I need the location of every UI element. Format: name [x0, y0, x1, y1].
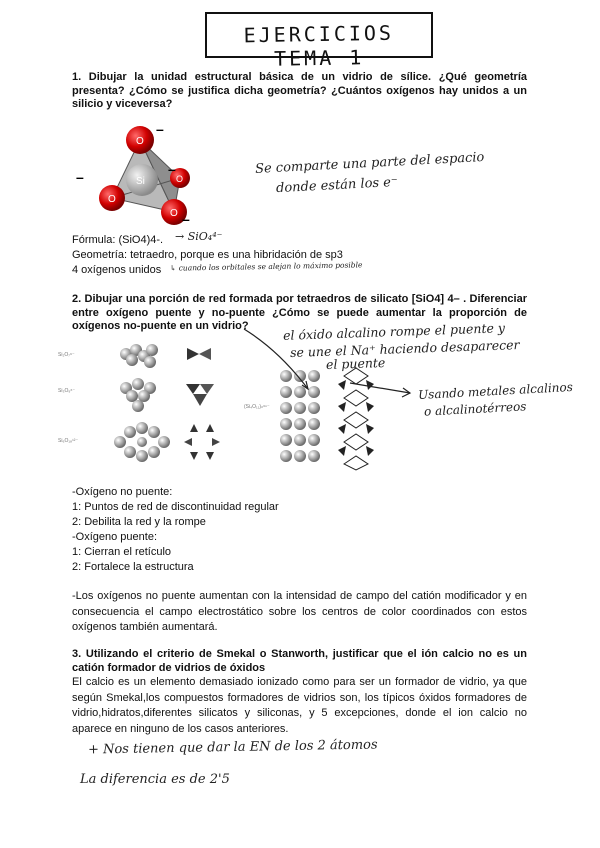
question-1: 1. Dibujar la unidad estructural básica de un vidrio de sílice. ¿Qué geometría presenta? ¿Cómo se justifica dicha geometría? ¿Cuántos oxígenos hay unidos a un silicio y viceversa?	[72, 71, 527, 110]
answer-3: El calcio es un elemento demasiado ionizado como para ser un formador de vidrio, ya que según Smekal,los compuestos formadores de vidrios son, los típicos óxidos formadores de vidrio,hidratos,diferentes silicatos y siliconas, y 5 excepciones, donde el ion calcio no aparece en ninguno de los casos anteriores.	[72, 676, 527, 735]
handwritten-note-q3-line1: + Nos tienen que dar la EN de los 2 átomos	[87, 737, 378, 758]
dimer-ball-model	[120, 344, 158, 368]
oxygen-label-top: O	[136, 136, 144, 147]
oxygens-handwritten: ↳ cuando los orbitales se alejan lo máximo posible	[169, 260, 363, 273]
oxygens-text: 4 oxígenos unidos	[72, 264, 162, 276]
tetrahedron-figure	[70, 118, 195, 230]
non-bridge-paragraph: -Los oxígenos no puente aumentan con la intensidad de campo del catión modificador y en consecuencia el campo electrostático sobre los centros de color coordinados con estos oxígenos también aumentará.	[72, 590, 527, 633]
ring3-ball-model	[120, 378, 156, 412]
formula-text: Fórmula: (SiO4)4-.	[72, 234, 164, 246]
list-item: -Oxígeno no puente:	[72, 486, 173, 498]
title-box	[205, 12, 433, 71]
list-item: 2: Debilita la red y la rompe	[72, 516, 206, 528]
charge-left: –	[76, 169, 84, 185]
handwritten-note-q1-line1: Se comparte una parte del espacio	[254, 150, 485, 177]
list-item: 1: Cierran el retículo	[72, 546, 172, 558]
question-2: 2. Dibujar una porción de red formada por tetraedros de silicato [SiO4] 4– . Diferenciar entre oxígeno puente y no-puente ¿Cómo se puede aumentar la proporción de oxígenos no-puente en un vidrio?	[72, 293, 527, 332]
oxygen-label-bottom: O	[170, 208, 178, 219]
charge-bottom: –	[182, 211, 190, 227]
fig-label-ring6: Si₆O₁₈¹²⁻	[58, 438, 79, 444]
fig-label-ring3: Si₃O₉⁶⁻	[58, 388, 76, 394]
arrow-to-metals	[350, 383, 410, 393]
oxygen-label-right: O	[176, 174, 184, 184]
ring6-tetra-model	[184, 424, 220, 460]
dimer-tetra-model	[187, 348, 211, 360]
handwritten-note-q2-line4: Usando metales alcalinos	[417, 379, 574, 403]
handwritten-note-q2-line1: el óxido alcalino rompe el puente y	[282, 320, 506, 343]
handwritten-note-q2-line2: se une el Na⁺ haciendo desaparecer	[289, 336, 520, 361]
formula-handwritten: → SiO₄⁴⁻	[175, 230, 223, 243]
oxygen-label-left: O	[108, 194, 116, 205]
handwritten-note-q1-line2: donde están los e⁻	[275, 174, 399, 197]
question-3: 3. Utilizando el criterio de Smekal o Stanworth, justificar que el ión calcio no es un catión formador de vidrios de óxidos	[72, 648, 527, 674]
fig-label-chain: (Si₄O₁₁)ₙ⁶ⁿ⁻	[244, 404, 270, 410]
list-item: 2: Fortalece la estructura	[72, 561, 194, 573]
ring6-ball-model	[114, 422, 170, 462]
list-item: -Oxígeno puente:	[72, 531, 158, 543]
fig-label-dimer: Si₂O₇⁶⁻	[58, 352, 75, 358]
charge-top: –	[156, 121, 164, 137]
handwritten-note-q2-line3: el puente	[325, 354, 386, 373]
geometry-text: Geometría: tetraedro, porque es una hibridación de sp3	[72, 249, 343, 261]
charge-right: –	[168, 161, 176, 177]
handwritten-note-q3-line2: La diferencia es de 2'5	[80, 772, 230, 787]
bridge-oxygen-list	[72, 485, 527, 575]
list-item: 1: Puntos de red de discontinuidad regular	[72, 501, 279, 513]
page-title: EJERCICIOS TEMA 1	[243, 20, 395, 71]
silicon-label: Si	[136, 176, 145, 187]
handwritten-note-q2-line5: o alcalinotérreos	[423, 399, 527, 419]
ring3-tetra-model	[186, 384, 214, 406]
